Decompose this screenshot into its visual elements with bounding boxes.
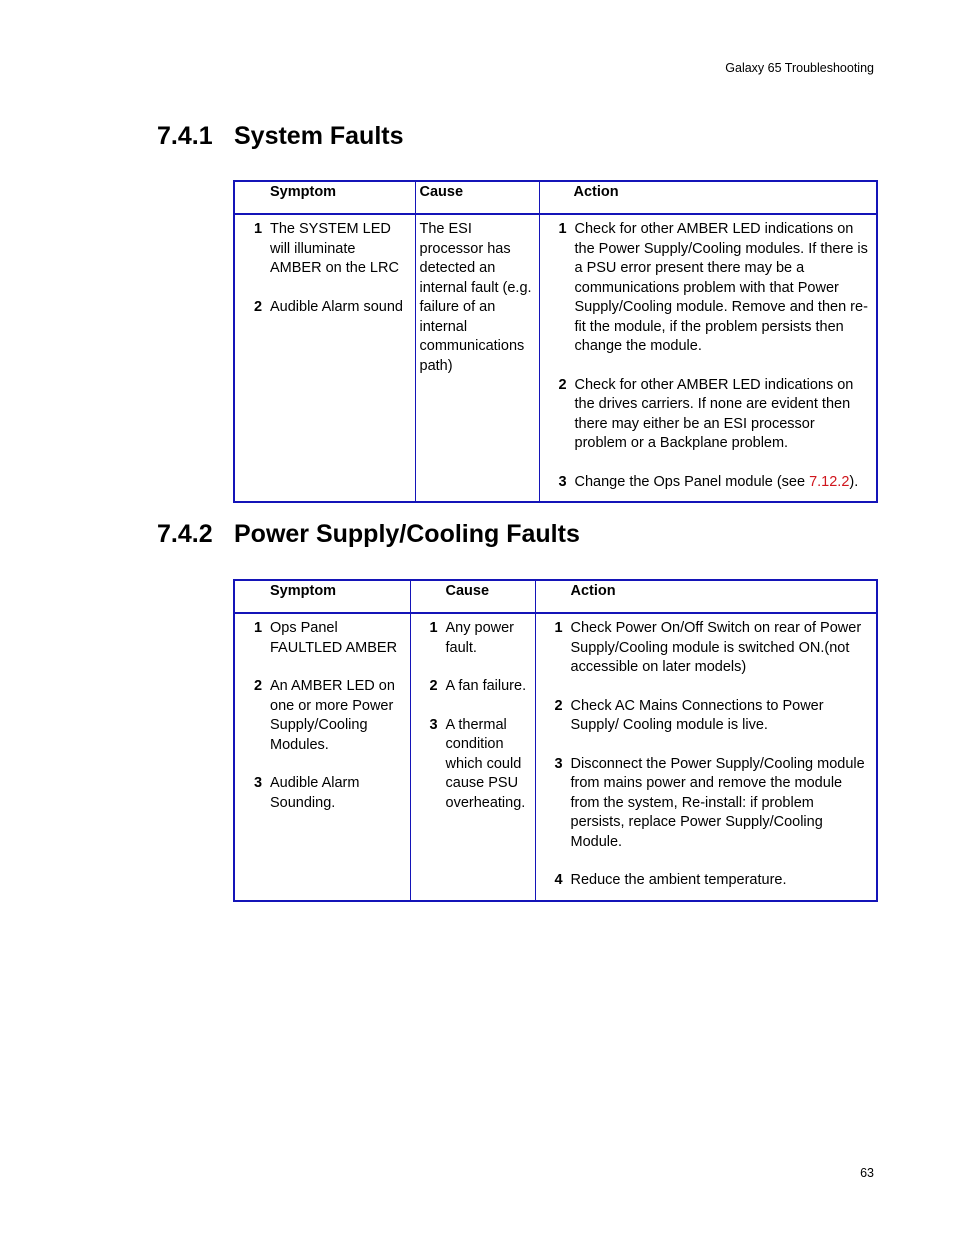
section-heading-system-faults <box>157 122 404 151</box>
table-row <box>234 214 877 502</box>
page-number: 63 <box>860 1166 874 1180</box>
symptom-cell <box>234 613 410 901</box>
symptom-item: 3 Audible Alarm Sounding. <box>254 775 360 811</box>
cause-item: 3 A thermal condition which could cause PSU overheating. <box>429 716 526 811</box>
symptom-item: 1 The SYSTEM LED will illuminate AMBER on the LRC <box>254 221 399 276</box>
cross-reference-link[interactable]: 7.12.2 <box>809 473 850 490</box>
action-item: 2 Check AC Mains Connections to Power Supply/ Cooling module is live. <box>554 697 824 733</box>
section-title: Power Supply/Cooling Faults <box>234 520 580 548</box>
column-header-symptom: Symptom <box>234 181 415 214</box>
symptom-item: 1 Ops Panel FAULTLED AMBER <box>254 620 398 656</box>
cause-cell: The ESI processor has detected an internal fault (e.g. failure of an internal communications path) <box>415 214 539 502</box>
action-item: 2 Check for other AMBER LED indications on the drives carriers. If none are evident then there may either be an ESI processor problem or a Backplane problem. <box>558 376 854 451</box>
section-heading-power-supply-cooling-faults <box>157 520 580 549</box>
table-header-row <box>234 181 877 214</box>
cause-cell <box>410 613 535 901</box>
cause-item: 1 Any power fault. <box>429 620 515 656</box>
column-header-action: Action <box>535 580 877 613</box>
action-item: 1 Check for other AMBER LED indications on the Power Supply/Cooling modules. If there is a PSU error present there may be a communications problem with that Power Supply/Cooling module. Remove and then re-fit the module, if the problem persists then change the module. <box>558 221 868 354</box>
symptom-item: 2 Audible Alarm sound <box>254 298 403 315</box>
symptom-cell <box>234 214 415 502</box>
table-header-row <box>234 580 877 613</box>
action-item: 1 Check Power On/Off Switch on rear of Power Supply/Cooling module is switched ON.(not accessible on later models) <box>554 620 862 675</box>
action-item: 3 Change the Ops Panel module (see 7.12.2). <box>558 473 859 490</box>
table-row <box>234 613 877 901</box>
section-number: 7.4.2 <box>157 520 213 548</box>
column-header-cause: Cause <box>410 580 535 613</box>
section-number: 7.4.1 <box>157 122 213 150</box>
cause-item: 2 A fan failure. <box>429 678 527 694</box>
action-cell <box>535 613 877 901</box>
action-cell <box>539 214 877 502</box>
column-header-symptom: Symptom <box>234 580 410 613</box>
power-supply-cooling-faults-table <box>233 579 878 902</box>
action-item: 4 Reduce the ambient temperature. <box>554 872 787 888</box>
action-item: 3 Disconnect the Power Supply/Cooling module from mains power and remove the module from the system, Re-install: if problem persists, replace Power Supply/Cooling Module. <box>554 755 865 850</box>
system-faults-table <box>233 180 878 503</box>
symptom-item: 2 An AMBER LED on one or more Power Supply/Cooling Modules. <box>254 678 395 753</box>
running-header: Galaxy 65 Troubleshooting <box>725 61 874 75</box>
column-header-action: Action <box>539 181 877 214</box>
column-header-cause: Cause <box>415 181 539 214</box>
section-title: System Faults <box>234 122 404 150</box>
